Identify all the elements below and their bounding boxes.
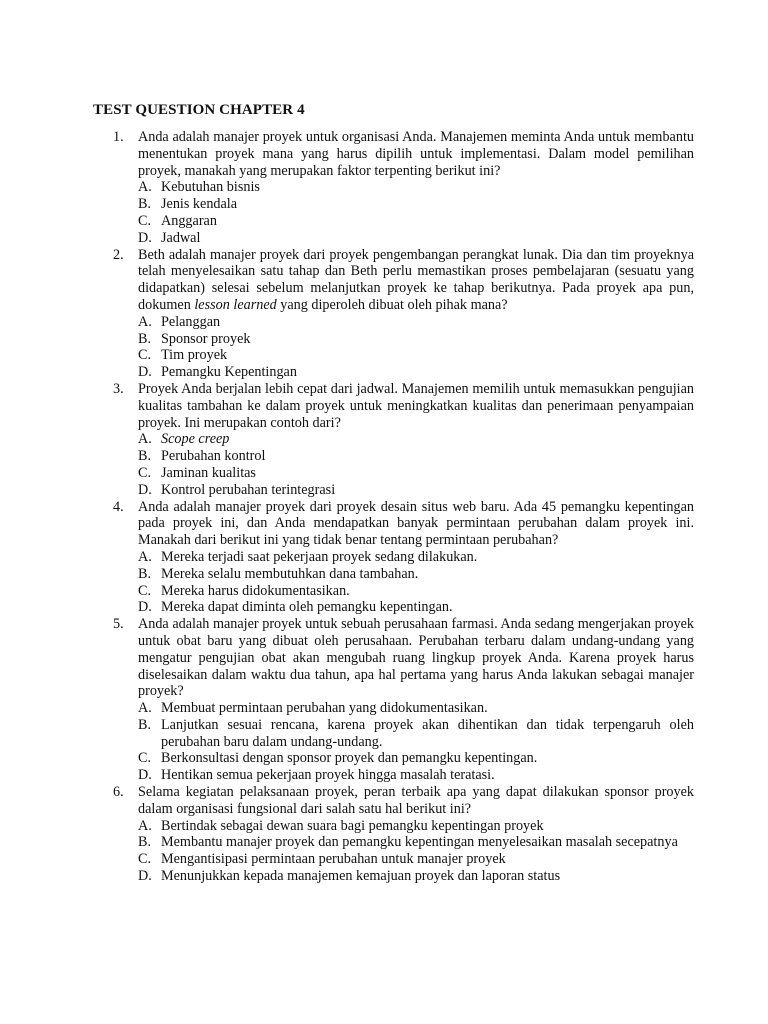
- option-letter: B.: [138, 330, 152, 347]
- option-text: Mereka dapat diminta oleh pemangku kepentingan.: [161, 599, 453, 616]
- question-5: [0, 616, 768, 784]
- option-text: Pelanggan: [161, 313, 221, 330]
- option-b: [0, 717, 768, 751]
- option-text: Mereka selalu membutuhkan dana tambahan.: [161, 565, 419, 582]
- option-letter: C.: [138, 212, 152, 229]
- question-3: [0, 381, 768, 499]
- option-letter: A.: [138, 431, 152, 448]
- option-a: [0, 549, 768, 566]
- question-text: Anda adalah manajer proyek dari proyek desain situs web baru. Ada 45 pemangku kepentingan pada proyek ini, dan Anda mendapatkan banyak permintaan perubahan dalam proyek ini. Manakah dari berikut ini yang tidak benar tentang permintaan perubahan?: [138, 498, 694, 549]
- question-number: 3.: [113, 380, 124, 397]
- option-letter: B.: [138, 196, 152, 213]
- option-text: Hentikan semua pekerjaan proyek hingga masalah teratasi.: [161, 767, 495, 784]
- option-c: [0, 583, 768, 600]
- option-d: [0, 364, 768, 381]
- option-text: Scope creep: [161, 431, 230, 448]
- option-text: Berkonsultasi dengan sponsor proyek dan pemangku kepentingan.: [161, 750, 538, 767]
- option-letter: C.: [138, 851, 152, 868]
- question-4: [0, 499, 768, 617]
- option-b: [0, 834, 768, 851]
- option-letter: A.: [138, 179, 152, 196]
- question-text: Selama kegiatan pelaksanaan proyek, peran terbaik apa yang dapat dilakukan sponsor proyek dalam organisasi fungsional dari salah satu hal berikut ini?: [138, 784, 694, 817]
- option-letter: C.: [138, 582, 152, 599]
- question-text-start: Beth adalah manajer proyek dari proyek pengembangan perangkat lunak. Dia dan tim proyeknya telah menyelesaikan satu tahap dan Beth perlu memastikan proses pembelajaran (sesuatu yang didapatkan) selesai sebelum melanjutkan proyek ke tahap berikutnya. Pada proyek apa pun, dokumen: [138, 246, 694, 313]
- option-letter: A.: [138, 548, 152, 565]
- option-text: Jadwal: [161, 229, 201, 246]
- question-list: [0, 129, 768, 885]
- option-a: [0, 179, 768, 196]
- option-c: [0, 347, 768, 364]
- option-text: Bertindak sebagai dewan suara bagi pemangku kepentingan proyek: [161, 817, 544, 834]
- question-2: [0, 247, 768, 381]
- question-text: Anda adalah manajer proyek untuk organisasi Anda. Manajemen meminta Anda untuk membantu menentukan proyek mana yang harus dipilih untuk implementasi. Dalam model pemilihan proyek, manakah yang merupakan faktor terpenting berikut ini?: [138, 129, 694, 179]
- option-letter: D.: [138, 481, 152, 498]
- option-letter: A.: [138, 817, 152, 834]
- option-text: Kebutuhan bisnis: [161, 179, 260, 196]
- question-number: 1.: [113, 129, 124, 145]
- option-text: Menunjukkan kepada manajemen kemajuan proyek dan laporan status: [161, 868, 561, 885]
- question-text-end: yang diperoleh dibuat oleh pihak mana?: [276, 296, 508, 313]
- option-letter: D.: [138, 229, 152, 246]
- option-c: [0, 851, 768, 868]
- option-text: Mereka harus didokumentasikan.: [161, 582, 350, 599]
- option-text: Lanjutkan sesuai rencana, karena proyek akan dihentikan dan tidak terpengaruh oleh perubahan baru dalam undang-undang.: [161, 716, 694, 750]
- option-text: Sponsor proyek: [161, 330, 251, 347]
- option-letter: A.: [138, 313, 152, 330]
- option-b: [0, 196, 768, 213]
- option-letter: A.: [138, 700, 152, 717]
- option-b: [0, 566, 768, 583]
- option-d: [0, 230, 768, 247]
- option-d: [0, 767, 768, 784]
- option-b: [0, 448, 768, 465]
- option-a: [0, 818, 768, 835]
- question-text: [138, 247, 694, 314]
- question-text-italic-term: lesson learned: [194, 296, 277, 313]
- option-letter: D.: [138, 364, 152, 381]
- option-d: [0, 482, 768, 499]
- option-letter: C.: [138, 464, 152, 481]
- option-letter: B.: [138, 834, 152, 851]
- option-text: Membantu manajer proyek dan pemangku kepentingan menyelesaikan masalah secepatnya: [161, 834, 678, 851]
- question-number: 5.: [113, 616, 124, 633]
- option-letter: D.: [138, 868, 152, 885]
- option-text: Jaminan kualitas: [161, 464, 256, 481]
- option-letter: D.: [138, 767, 152, 784]
- option-c: [0, 465, 768, 482]
- option-text: Pemangku Kepentingan: [161, 364, 297, 381]
- option-c: [0, 750, 768, 767]
- option-text: Mereka terjadi saat pekerjaan proyek sedang dilakukan.: [161, 548, 478, 565]
- question-text: Proyek Anda berjalan lebih cepat dari jadwal. Manajemen memilih untuk memasukkan pengujian kualitas tambahan ke dalam proyek untuk meningkatkan kualitas dan penerimaan penyampaian proyek. Ini merupakan contoh dari?: [138, 380, 694, 431]
- option-text: Membuat permintaan perubahan yang didokumentasikan.: [161, 700, 488, 717]
- option-a: [0, 431, 768, 448]
- option-text: Perubahan kontrol: [161, 448, 266, 465]
- question-number: 2.: [113, 246, 124, 263]
- question-number: 4.: [113, 498, 124, 515]
- option-letter: D.: [138, 599, 152, 616]
- page-title: TEST QUESTION CHAPTER 4: [93, 102, 305, 118]
- question-6: [0, 784, 768, 885]
- option-c: [0, 213, 768, 230]
- option-text: Jenis kendala: [161, 196, 238, 213]
- option-letter: C.: [138, 750, 152, 767]
- option-letter: B.: [138, 716, 152, 733]
- option-b: [0, 331, 768, 348]
- option-a: [0, 700, 768, 717]
- option-letter: B.: [138, 565, 152, 582]
- question-text: Anda adalah manajer proyek untuk sebuah perusahaan farmasi. Anda sedang mengerjakan proyek untuk obat baru yang dibuat oleh perusahaan. Perubahan terbaru dalam undang-undang yang mengatur pengujian obat akan mengubah ruang lingkup proyek Anda. Karena proyek harus diselesaikan dalam waktu dua tahun, apa hal pertama yang harus Anda lakukan sebagai manajer proyek?: [138, 616, 694, 700]
- question-1: [0, 129, 768, 247]
- option-letter: C.: [138, 347, 152, 364]
- option-letter: B.: [138, 448, 152, 465]
- option-text: Anggaran: [161, 212, 217, 229]
- option-text: Mengantisipasi permintaan perubahan untuk manajer proyek: [161, 851, 506, 868]
- option-d: [0, 868, 768, 885]
- question-number: 6.: [113, 784, 124, 801]
- option-a: [0, 314, 768, 331]
- option-text: Tim proyek: [161, 347, 228, 364]
- option-text: Kontrol perubahan terintegrasi: [161, 481, 336, 498]
- option-d: [0, 599, 768, 616]
